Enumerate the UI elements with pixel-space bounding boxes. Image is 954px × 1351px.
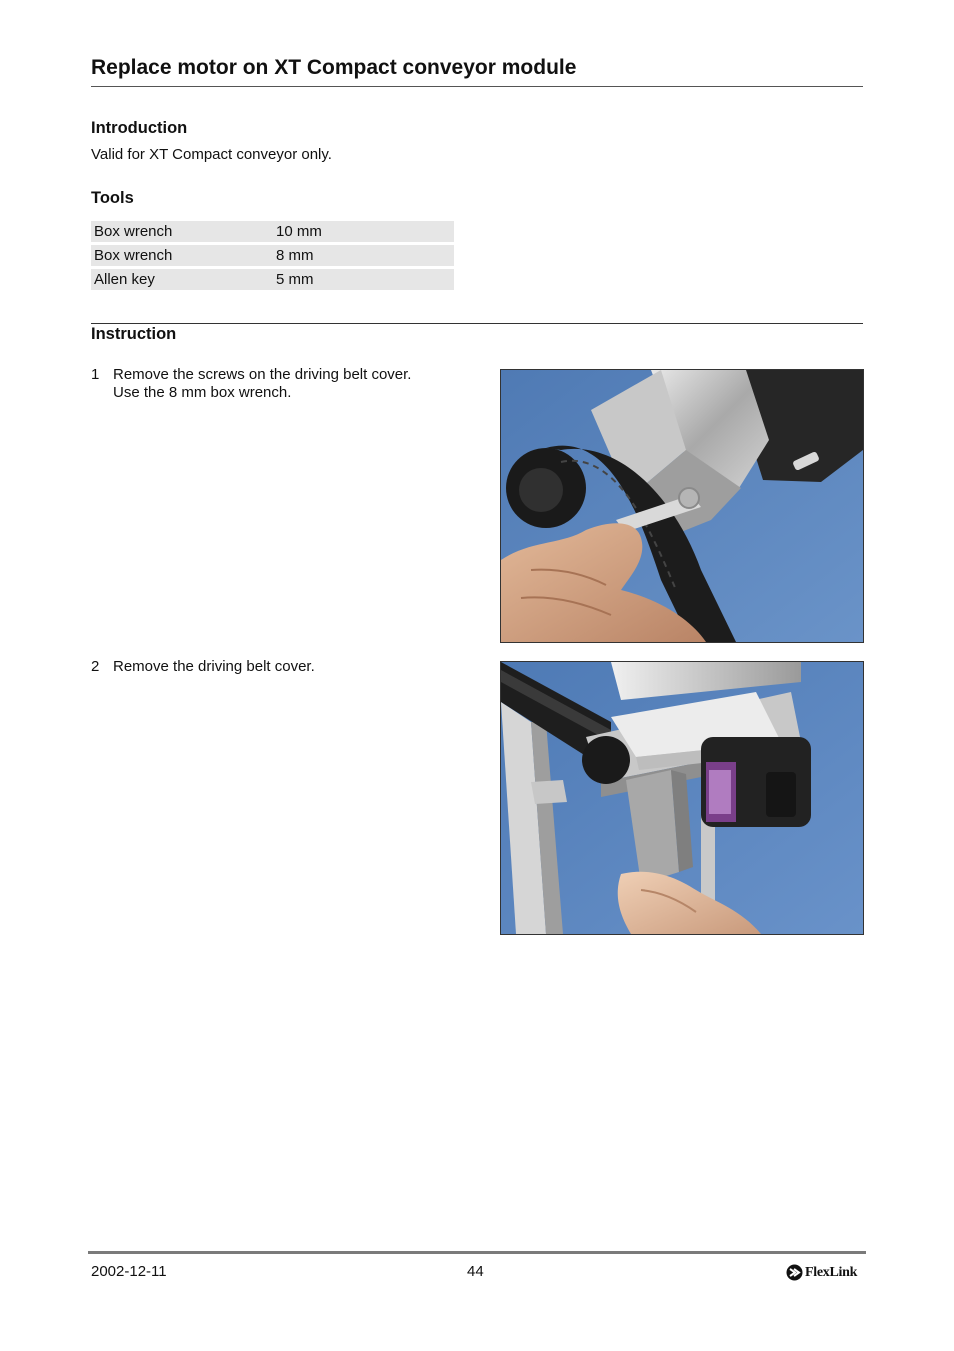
title-divider (91, 86, 863, 87)
table-row (91, 269, 454, 290)
tool-size-cell: 5 mm (273, 269, 454, 290)
instruction-step-1 (91, 366, 411, 402)
instruction-step-2 (91, 658, 315, 676)
tool-size-cell: 10 mm (273, 221, 454, 242)
step-2-photo (500, 661, 864, 935)
table-row (91, 221, 454, 242)
tool-name-cell: Allen key (91, 269, 273, 290)
flexlink-logo-icon (786, 1264, 803, 1281)
step-number: 2 (91, 658, 100, 675)
tool-name-cell: Box wrench (91, 221, 273, 242)
introduction-heading: Introduction (91, 119, 188, 137)
tools-table (91, 218, 454, 293)
belt-cover-removal-illustration (501, 662, 863, 934)
step-1-photo (500, 369, 864, 643)
step-text: Remove the driving belt cover. (113, 658, 315, 675)
introduction-text: Valid for XT Compact conveyor only. (91, 146, 332, 163)
flexlink-logo-text: FlexLink (805, 1264, 858, 1280)
footer-date: 2002-12-11 (91, 1263, 167, 1280)
page-number: 44 (467, 1263, 484, 1280)
instruction-divider (91, 323, 863, 324)
tools-heading: Tools (91, 189, 134, 207)
tool-name-cell: Box wrench (91, 245, 273, 266)
tool-size-cell: 8 mm (273, 245, 454, 266)
step-text: Remove the screws on the driving belt cover. (113, 366, 412, 383)
instruction-heading: Instruction (91, 325, 177, 343)
flexlink-logo (786, 1264, 857, 1281)
wrench-on-belt-cover-illustration (501, 370, 863, 642)
step-number: 1 (91, 366, 100, 383)
step-text-continued: Use the 8 mm box wrench. (113, 384, 292, 401)
page-title: Replace motor on XT Compact conveyor module (91, 56, 577, 79)
table-row (91, 245, 454, 266)
footer-divider (88, 1251, 866, 1254)
